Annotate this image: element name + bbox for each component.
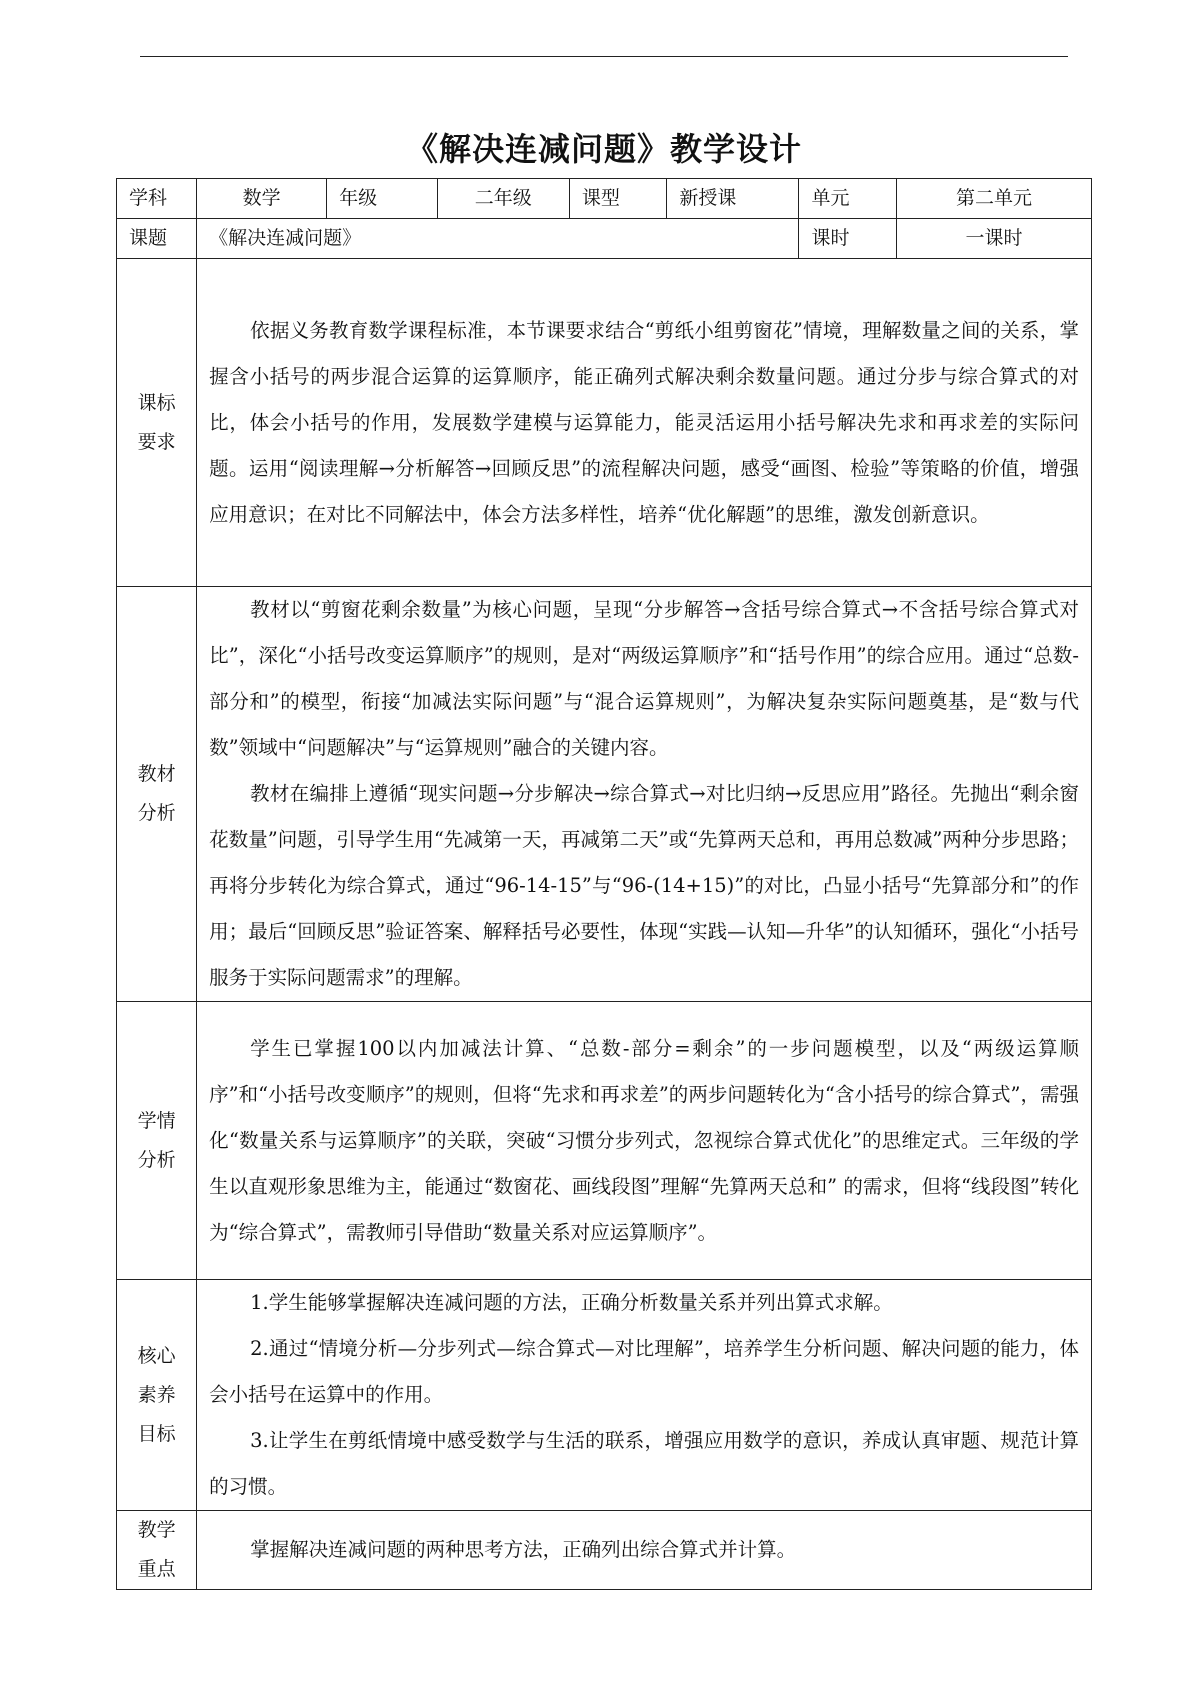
topic-value: 《解决连减问题》 <box>197 219 799 259</box>
subject-value: 数学 <box>197 179 327 219</box>
paragraph: 1.学生能够掌握解决连减问题的方法，正确分析数量关系并列出算式求解。 <box>250 1291 893 1314</box>
section-row-standards <box>117 259 1092 587</box>
section-row-key-points <box>117 1511 1092 1590</box>
paragraph: 掌握解决连减问题的两种思考方法，正确列出综合算式并计算。 <box>250 1538 797 1561</box>
section-row-learners <box>117 1002 1092 1280</box>
section-label: 教学 重点 <box>117 1511 197 1590</box>
topic-row <box>117 219 1092 259</box>
section-label: 课标 要求 <box>117 259 197 587</box>
section-content <box>197 1511 1092 1590</box>
lesson-plan-table <box>116 178 1092 1590</box>
section-label: 学情 分析 <box>117 1002 197 1280</box>
header-rule <box>140 56 1068 57</box>
paragraph: 2.通过“情境分析—分步列式—综合算式—对比理解”，培养学生分析问题、解决问题的能力，体会小括号在运算中的作用。 <box>209 1337 1079 1406</box>
document-title: 《解决连减问题》教学设计 <box>405 130 802 168</box>
subject-label: 学科 <box>117 179 197 219</box>
section-row-objectives <box>117 1280 1092 1511</box>
lesson-type-label: 课型 <box>569 179 667 219</box>
unit-label: 单元 <box>799 179 897 219</box>
section-row-textbook <box>117 587 1092 1002</box>
paragraph: 教材在编排上遵循“现实问题→分步解决→综合算式→对比归纳→反思应用”路径。先抛出“剩余窗花数量”问题，引导学生用“先减第一天，再减第二天”或“先算两天总和，再用总数减”两种分步思路；再将分步转化为综合算式，通过“96-14-15”与“96-(14+15)”的对比，凸显小括号“先算部分和”的作用；最后“回顾反思”验证答案、解释括号必要性，体现“实践—认知—升华”的认知循环，强化“小括号服务于实际问题需求”的理解。 <box>209 782 1079 989</box>
unit-value: 第二单元 <box>896 179 1091 219</box>
section-content <box>197 1280 1092 1511</box>
section-label: 教材 分析 <box>117 587 197 1002</box>
topic-label: 课题 <box>117 219 197 259</box>
paragraph: 学生已掌握100以内加减法计算、“总数-部分=剩余”的一步问题模型，以及“两级运算顺序”和“小括号改变顺序”的规则，但将“先求和再求差”的两步问题转化为“含小括号的综合算式”，需强化“数量关系与运算顺序”的关联，突破“习惯分步列式，忽视综合算式优化”的思维定式。三年级的学生以直观形象思维为主，能通过“数窗花、画线段图”理解“先算两天总和” 的需求，但将“线段图”转化为“综合算式”，需教师引导借助“数量关系对应运算顺序”。 <box>209 1036 1079 1244</box>
grade-label: 年级 <box>327 179 438 219</box>
section-content <box>197 587 1092 1002</box>
paragraph: 教材以“剪窗花剩余数量”为核心问题，呈现“分步解答→含括号综合算式→不含括号综合算式对比”，深化“小括号改变运算顺序”的规则，是对“两级运算顺序”和“括号作用”的综合应用。通过“总数-部分和”的模型，衔接“加减法实际问题”与“混合运算规则”，为解决复杂实际问题奠基，是“数与代数”领域中“问题解决”与“运算规则”融合的关键内容。 <box>209 598 1079 759</box>
section-content <box>197 1002 1092 1280</box>
grade-value: 二年级 <box>437 179 569 219</box>
section-label: 核心 素养 目标 <box>117 1280 197 1511</box>
header-row <box>117 179 1092 219</box>
period-value: 一课时 <box>896 219 1091 259</box>
section-content <box>197 259 1092 587</box>
lesson-type-value: 新授课 <box>667 179 799 219</box>
period-label: 课时 <box>799 219 897 259</box>
paragraph: 3.让学生在剪纸情境中感受数学与生活的联系，增强应用数学的意识，养成认真审题、规范计算的习惯。 <box>209 1429 1079 1498</box>
paragraph: 依据义务教育数学课程标准，本节课要求结合“剪纸小组剪窗花”情境，理解数量之间的关系，掌握含小括号的两步混合运算的运算顺序，能正确列式解决剩余数量问题。通过分步与综合算式的对比，体会小括号的作用，发展数学建模与运算能力，能灵活运用小括号解决先求和再求差的实际问题。运用“阅读理解→分析解答→回顾反思”的流程解决问题，感受“画图、检验”等策略的价值，增强应用意识；在对比不同解法中，体会方法多样性，培养“优化解题”的思维，激发创新意识。 <box>209 318 1079 526</box>
